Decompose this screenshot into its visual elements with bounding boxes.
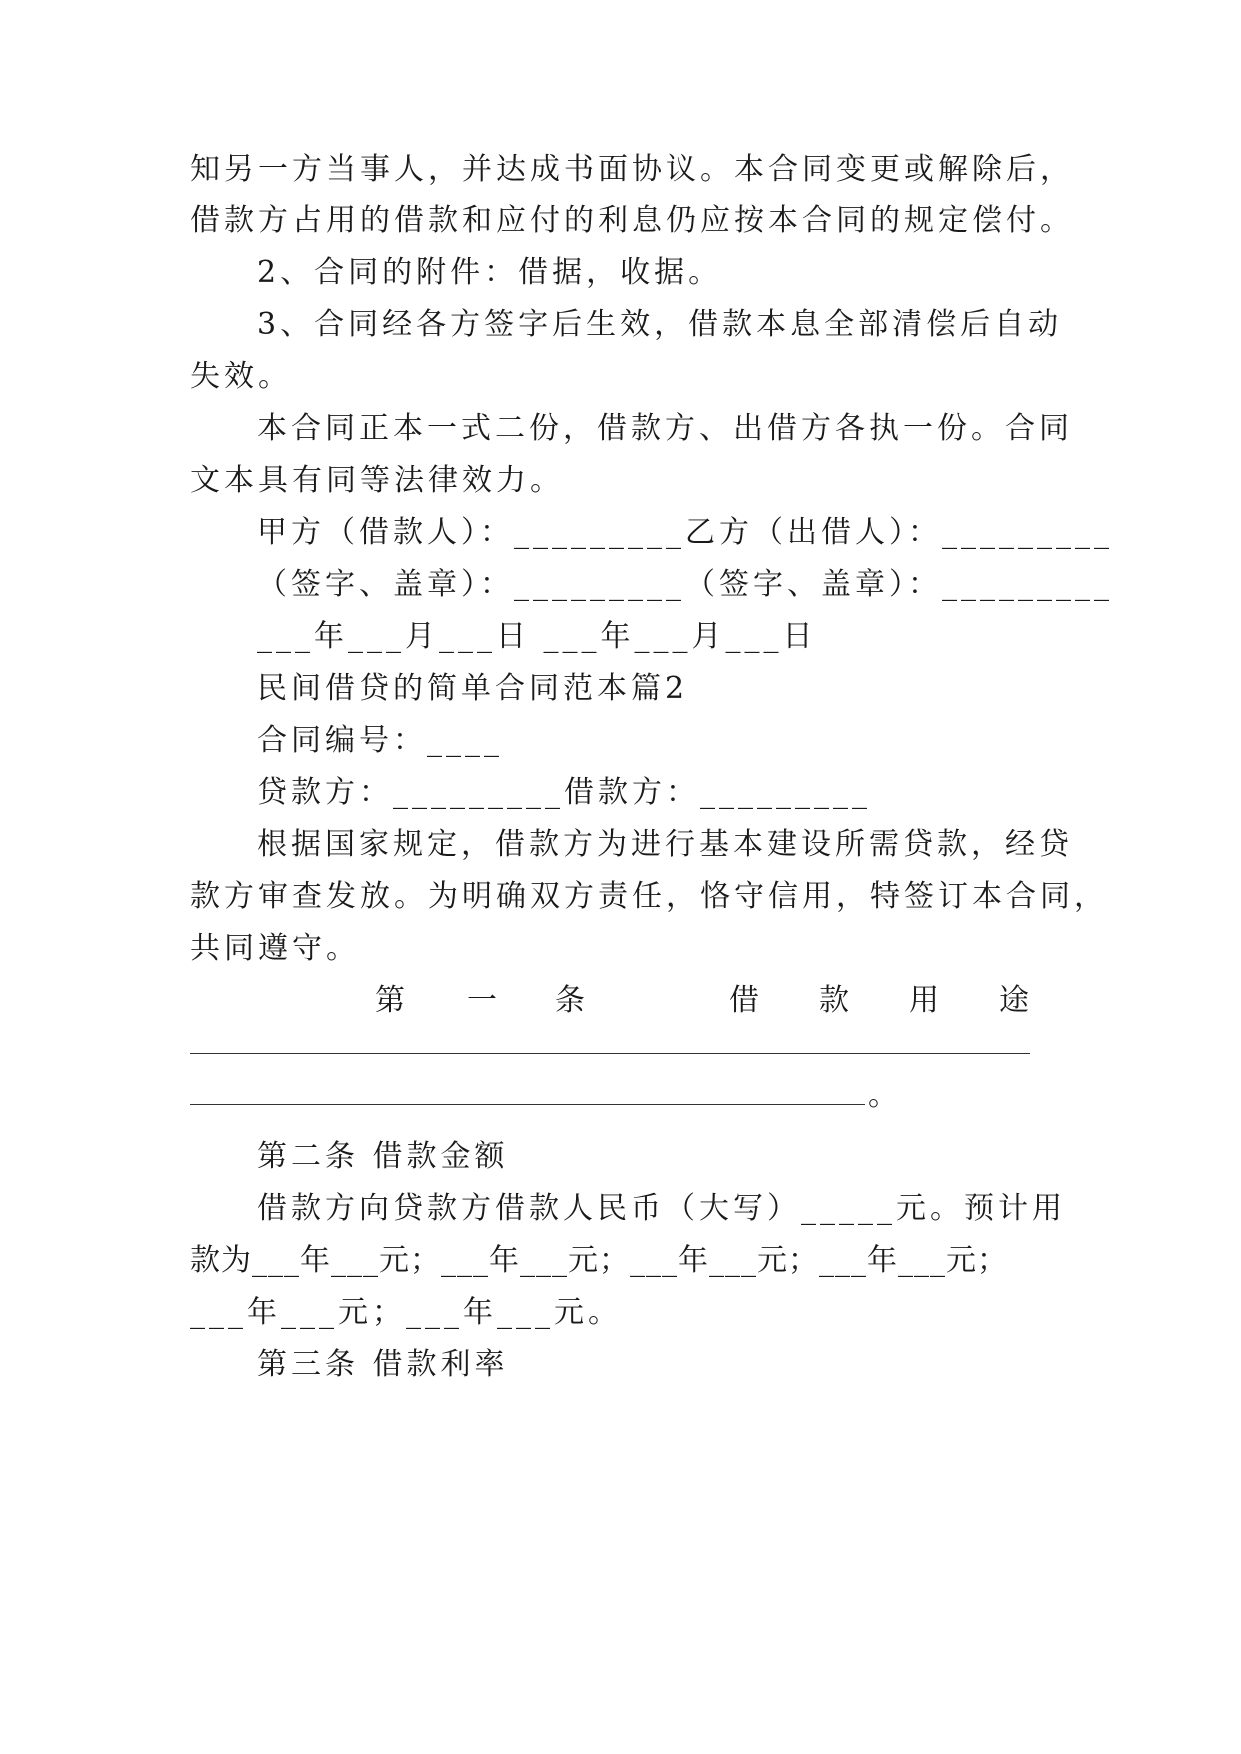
contract-number-line: 合同编号：____ — [257, 723, 503, 758]
paragraph-line: 文本具有同等法律效力。 — [190, 463, 564, 498]
paragraph-line: 款方审查发放。为明确双方责任，恪守信用，特签订本合同， — [190, 879, 1108, 914]
date-line: ___年___月___日 ___年___月___日 — [257, 619, 817, 654]
article-1-char: 途 — [999, 983, 1029, 1018]
end-mark: 。 — [868, 1078, 898, 1113]
article-1-char: 一 — [467, 983, 497, 1018]
paragraph-line: 借款方向贷款方借款人民币（大写）_____元。预计用 — [257, 1191, 1066, 1226]
blank-rule — [190, 1104, 865, 1105]
paragraph-line: 2、合同的附件：借据，收据。 — [257, 255, 723, 290]
paragraph-line: 款为___年___元；___年___元；___年___元；___年___元； — [190, 1243, 1008, 1278]
paragraph-line: 知另一方当事人，并达成书面协议。本合同变更或解除后， — [190, 152, 1074, 187]
paragraph-line: 共同遵守。 — [190, 931, 360, 966]
paragraph-line: 本合同正本一式二份，借款方、出借方各执一份。合同 — [257, 411, 1073, 446]
paragraph-line: 借款方占用的借款和应付的利息仍应按本合同的规定偿付。 — [190, 203, 1074, 238]
parties-line: 贷款方：_________借款方：_________ — [257, 775, 871, 810]
paragraph-line: 3、合同经各方签字后生效，借款本息全部清偿后自动 — [257, 307, 1063, 342]
article-1-char: 用 — [909, 983, 939, 1018]
article-1-char: 第 — [375, 983, 405, 1018]
signature-line-parties: 甲方（借款人）：_________乙方（出借人）：_________ — [257, 515, 1113, 550]
article-heading: 第二条 借款金额 — [257, 1139, 509, 1174]
signature-line-seal: （签字、盖章）：_________（签字、盖章）：_________ — [257, 567, 1113, 602]
paragraph-line: 根据国家规定，借款方为进行基本建设所需贷款，经贷 — [257, 827, 1073, 862]
paragraph-line: 失效。 — [190, 359, 292, 394]
article-1-char: 条 — [555, 983, 585, 1018]
article-1-char: 借 — [729, 983, 759, 1018]
paragraph-line: ___年___元；___年___元。 — [190, 1295, 622, 1330]
article-1-char: 款 — [819, 983, 849, 1018]
section-title: 民间借贷的简单合同范本篇2 — [257, 671, 689, 706]
article-heading: 第三条 借款利率 — [257, 1347, 509, 1382]
blank-rule — [190, 1053, 1030, 1054]
